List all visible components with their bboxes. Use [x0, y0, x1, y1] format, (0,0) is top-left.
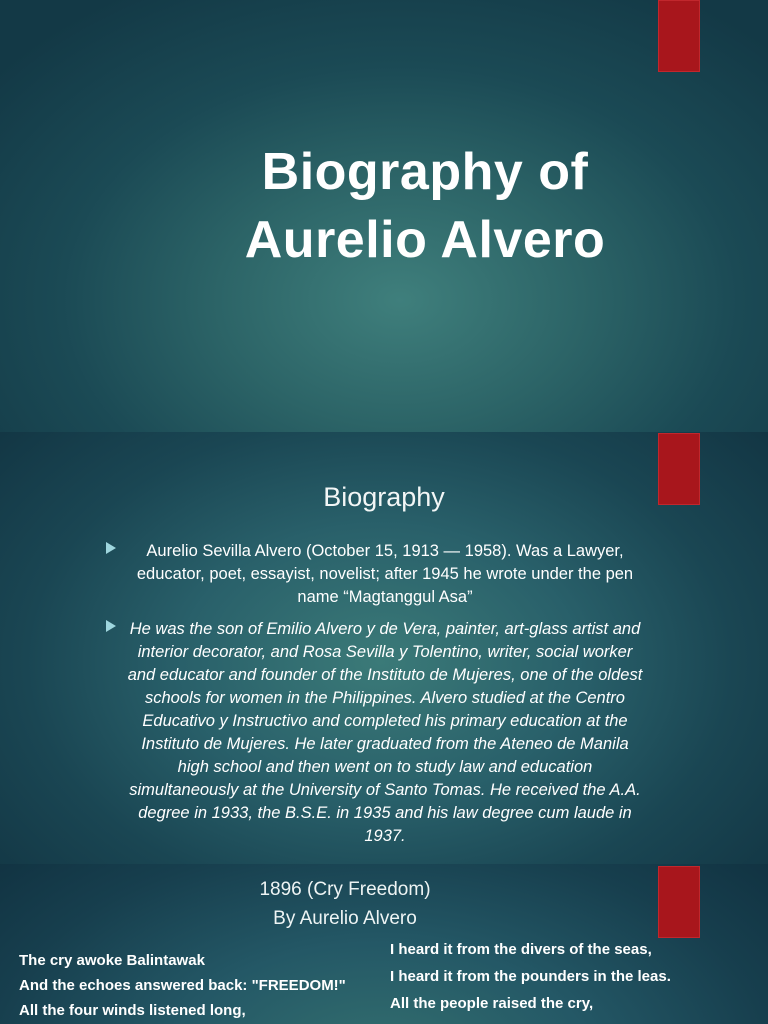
poem-author: By Aurelio Alvero	[273, 908, 417, 929]
bullet-arrow-icon	[106, 542, 116, 554]
title-slide	[0, 0, 768, 432]
stanza-right	[390, 936, 671, 1017]
poem-line: And the echoes answered back: "FREEDOM!"	[19, 977, 346, 994]
poem-line: All the four winds listened long,	[19, 1002, 246, 1019]
bullet-arrow-icon	[106, 620, 116, 632]
biography-slide	[0, 432, 768, 864]
bullet-item	[106, 540, 646, 609]
poem-line: The cry awoke Balintawak	[19, 952, 205, 969]
poem-line: I heard it from the divers of the seas,	[390, 941, 652, 958]
accent-tab	[658, 0, 700, 72]
slide-title	[200, 138, 650, 274]
section-heading: Biography	[323, 482, 445, 512]
bullet-text: Aurelio Sevilla Alvero (October 15, 1913 — 1958). Was a Lawyer, educator, poet, essayist, novelist; after 1945 he wrote under the pen name “Magtanggul Asa”	[136, 542, 634, 606]
stanza-left	[19, 948, 346, 1023]
poem-title: 1896 (Cry Freedom)	[259, 879, 431, 900]
bullet-text: He was the son of Emilio Alvero y de Vera, painter, art-glass artist and interior decorator, and Rosa Sevilla y Tolentino, writer, social worker and educator and founder of the Instituto de Mujeres, one of the oldest schools for women in the Philippines. Alvero studied at the Centro Educativo y Instructivo and completed his primary education at the Instituto de Mujeres. He later graduated from the Ateneo de Manila high school and then went on to study law and education simultaneously at the University of Santo Tomas. He received the A.A. degree in 1933, the B.S.E. in 1935 and his law degree cum laude in 1937.	[127, 620, 643, 845]
bullet-item	[106, 618, 646, 848]
title-line-1: Biography of	[261, 143, 589, 201]
title-line-2: Aurelio Alvero	[244, 211, 606, 269]
poem-slide	[0, 864, 768, 1024]
poem-line: I heard it from the pounders in the leas.	[390, 968, 671, 985]
poem-line: All the people raised the cry,	[390, 995, 594, 1012]
